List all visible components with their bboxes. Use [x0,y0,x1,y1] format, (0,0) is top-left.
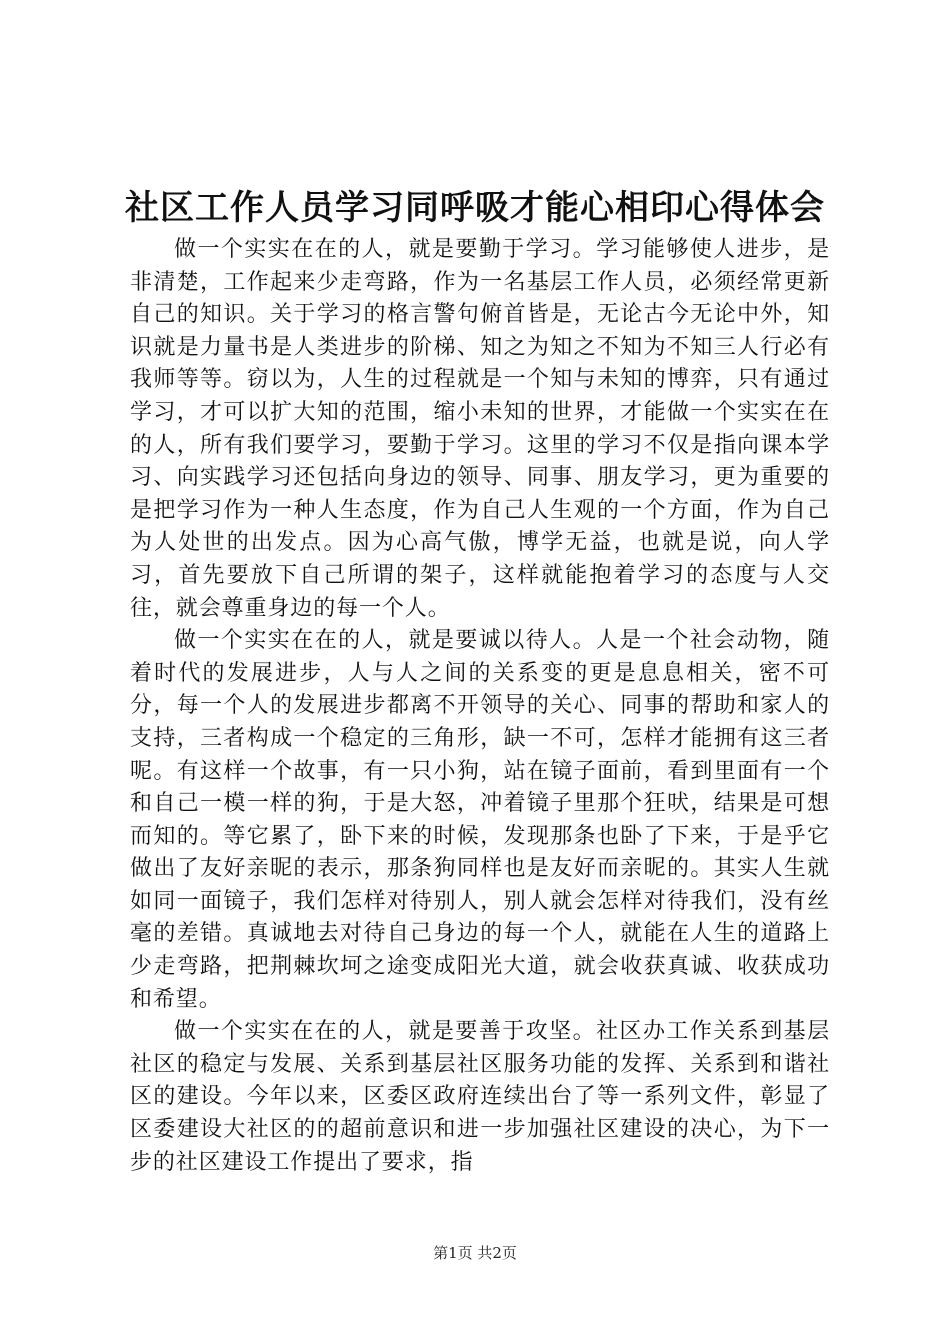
paragraph-study: 做一个实实在在的人，就是要勤于学习。学习能够使人进步，是非清楚，工作起来少走弯路，作为一名基层工作人员，必须经常更新自己的知识。关于学习的格言警句俯首皆是，无论古今无论中外，知识就是力量书是人类进步的阶梯、知之为知之不知为不知三人行必有我师等等。窃以为，人生的过程就是一个知与未知的博弈，只有通过学习，才可以扩大知的范围，缩小未知的世界，才能做一个实实在在的人，所有我们要学习，要勤于学习。这里的学习不仅是指向课本学习、向实践学习还包括向身边的领导、同事、朋友学习，更为重要的是把学习作为一种人生态度，作为自己人生观的一个方面，作为自己为人处世的出发点。因为心高气傲，博学无益，也就是说，向人学习，首先要放下自己所谓的架子，这样就能抱着学习的态度与人交往，就会尊重身边的每一个人。 [130,237,830,621]
page-number-footer: 第1页 共2页 [433,1244,517,1262]
document-body [130,234,830,1179]
paragraph-tackle-difficulties: 做一个实实在在的人，就是要善于攻坚。社区办工作关系到基层社区的稳定与发展、关系到基层社区服务功能的发挥、关系到和谐社区的建设。今年以来，区委区政府连续出台了等一系列文件，彰显了区委建设大社区的的超前意识和进一步加强社区建设的决心，为下一步的社区建设工作提出了要求，指 [130,1019,830,1175]
document-title: 社区工作人员学习同呼吸才能心相印心得体会 [125,188,825,228]
paragraph-sincerity: 做一个实实在在的人，就是要诚以待人。人是一个社会动物，随着时代的发展进步，人与人之间的关系变的更是息息相关，密不可分，每一个人的发展进步都离不开领导的关心、同事的帮助和家人的支持，三者构成一个稳定的三角形，缺一不可，怎样才能拥有这三者呢。有这样一个故事，有一只小狗，站在镜子面前，看到里面有一个和自己一模一样的狗，于是大怒，冲着镜子里那个狂吠，结果是可想而知的。等它累了，卧下来的时候，发现那条也卧了下来，于是乎它做出了友好亲昵的表示，那条狗同样也是友好而亲昵的。其实人生就如同一面镜子，我们怎样对待别人，别人就会怎样对待我们，没有丝毫的差错。真诚地去对待自己身边的每一个人，就能在人生的道路上少走弯路，把荆棘坎坷之途变成阳光大道，就会收获真诚、收获成功和希望。 [130,628,830,1012]
